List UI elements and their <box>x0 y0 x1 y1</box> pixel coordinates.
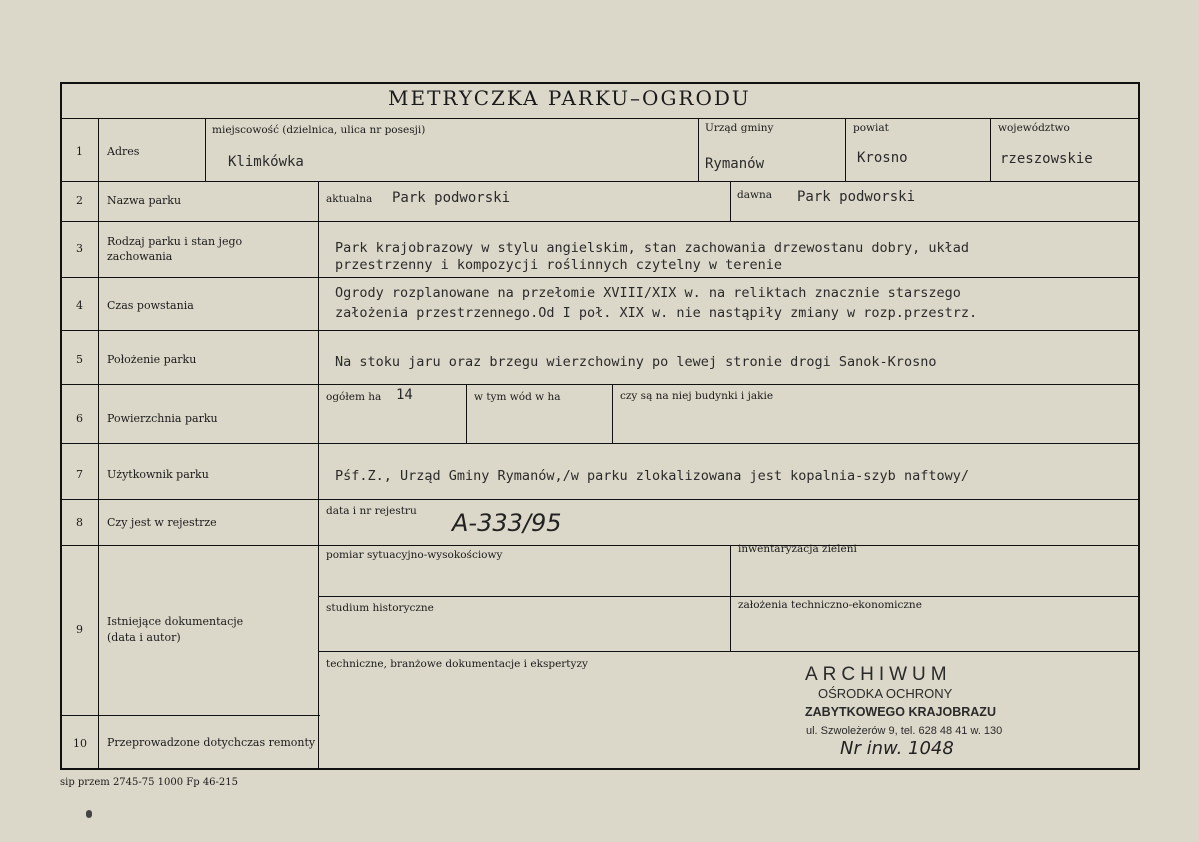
row-label-location: Położenie parku <box>107 353 197 366</box>
row-number: 5 <box>76 353 83 366</box>
row-label-renovations: Przeprowadzone dotychczas remonty <box>107 736 316 749</box>
expertise-label: techniczne, branżowe dokumentacje i ekspertyzy <box>326 658 588 670</box>
row-label-park-name: Nazwa parku <box>107 194 182 207</box>
locality-value: Klimkówka <box>228 154 304 170</box>
current-name-value: Park podworski <box>392 190 511 206</box>
creation-time-text-2: założenia przestrzennego.Od I poł. XIX w. nie nastąpiły zmiany w rozp.przestrz. <box>335 305 978 321</box>
voivodeship-value: rzeszowskie <box>1000 151 1093 167</box>
park-type-text-2: przestrzenny i kompozycji roślinnych czytelny w terenie <box>335 257 783 273</box>
row-label-area: Powierzchnia parku <box>107 412 218 425</box>
park-type-text-1: Park krajobrazowy w stylu angielskim, stan zachowania drzewostanu dobry, układ <box>335 240 969 256</box>
technical-economic-label: założenia techniczno-ekonomiczne <box>738 599 922 611</box>
row-number: 9 <box>76 623 83 636</box>
hole-mark <box>86 810 92 818</box>
row-label-park-type: Rodzaj parku i stan jego <box>107 235 243 248</box>
row-label-user: Użytkownik parku <box>107 468 209 481</box>
row-label-creation-time: Czas powstania <box>107 299 194 312</box>
row-label-address: Adres <box>107 145 140 158</box>
row-label-documentation: Istniejące dokumentacje <box>107 615 244 628</box>
archive-stamp-address: ul. Szwoleżerów 9, tel. 628 48 41 w. 130 <box>806 725 1003 737</box>
row-number: 2 <box>76 194 83 207</box>
creation-time-text-1: Ogrody rozplanowane na przełomie XVIII/XIX w. na reliktach znacznie starszego <box>335 285 961 301</box>
row-number: 6 <box>76 412 83 425</box>
area-total-label: ogółem ha <box>326 391 382 403</box>
inventory-number-handwritten: Nr inw. 1048 <box>840 738 954 759</box>
row-number: 1 <box>76 145 83 158</box>
survey-label: pomiar sytuacyjno-wysokościowy <box>326 549 503 561</box>
row-number: 3 <box>76 242 83 255</box>
locality-label: miejscowość (dzielnica, ulica nr posesji) <box>212 124 426 136</box>
powiat-label: powiat <box>853 122 889 134</box>
row-label-park-type-2: zachowania <box>107 250 173 263</box>
row-label-documentation-2: (data i autor) <box>107 631 181 644</box>
register-number: A-333/95 <box>452 509 562 537</box>
current-name-label: aktualna <box>326 193 373 205</box>
area-water-label: w tym wód w ha <box>474 391 561 403</box>
area-total-value: 14 <box>396 387 413 403</box>
powiat-value: Krosno <box>857 150 908 166</box>
row-label-register: Czy jest w rejestrze <box>107 516 217 529</box>
user-text: Pśf.Z., Urząd Gminy Rymanów,/w parku zlokalizowana jest kopalnia-szyb naftowy/ <box>335 468 969 484</box>
row-number: 8 <box>76 516 83 529</box>
gmina-value: Rymanów <box>705 156 765 172</box>
row-number: 10 <box>73 737 87 750</box>
archive-stamp-line: ZABYTKOWEGO KRAJOBRAZU <box>805 705 996 719</box>
gmina-label: Urząd gminy <box>705 122 774 134</box>
historical-study-label: studium historyczne <box>326 602 434 614</box>
archive-stamp-line: OŚRODKA OCHRONY <box>818 686 953 701</box>
greenery-inventory-label: inwentaryzacja zieleni <box>738 543 857 555</box>
former-name-value: Park podworski <box>797 189 916 205</box>
row-number: 7 <box>76 468 83 481</box>
voivodeship-label: województwo <box>998 122 1070 134</box>
former-name-label: dawna <box>737 189 772 201</box>
location-text: Na stoku jaru oraz brzegu wierzchowiny po lewej stronie drogi Sanok-Krosno <box>335 354 937 370</box>
row-number: 4 <box>76 299 83 312</box>
register-label: data i nr rejestru <box>326 505 417 517</box>
print-footer: sip przem 2745-75 1000 Fp 46-215 <box>60 777 239 788</box>
form-frame <box>60 82 1140 770</box>
archive-stamp-title: ARCHIWUM <box>805 664 952 685</box>
buildings-label: czy są na niej budynki i jakie <box>620 390 774 402</box>
form-title: METRYCZKA PARKU–OGRODU <box>388 86 751 110</box>
